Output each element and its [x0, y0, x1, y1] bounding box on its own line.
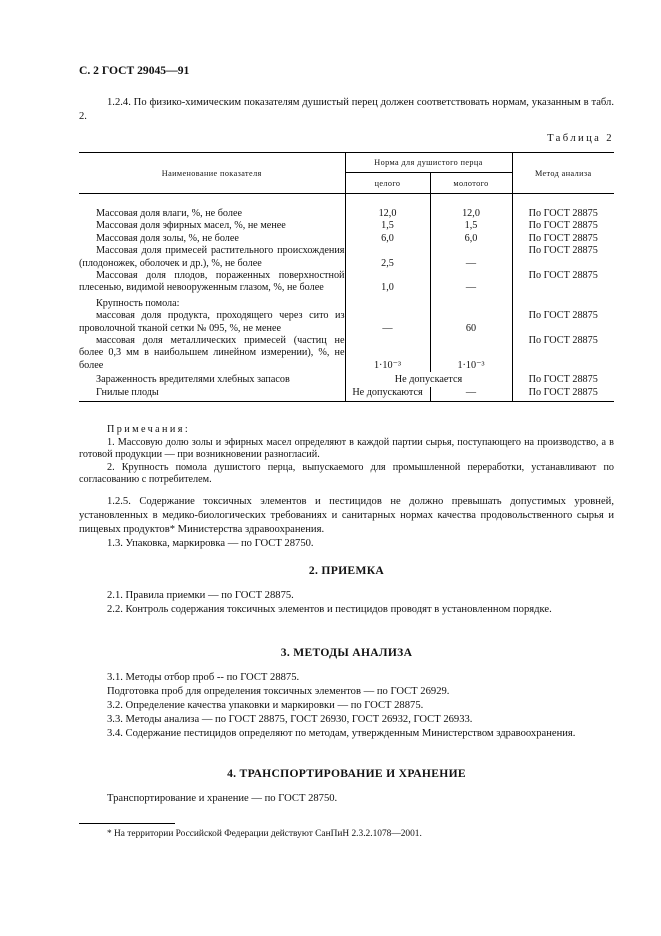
table-notes [79, 424, 614, 487]
table-row: массовая доля продукта, проходящего через сито из проволочной тканой сетки № 095, %, не менее — 60 По ГОСТ 28875 [79, 310, 614, 335]
table-row: массовая доля металлических примесей (частиц не более 0,3 мм в наибольшем линейном измерении), %, не более 1·10⁻³ 1·10⁻³ По ГОСТ 28875 [79, 335, 614, 372]
col-header-norm: Норма для душистого перца [345, 153, 512, 173]
section-3: 3. МЕТОДЫ АНАЛИЗА 3.1. Методы отбор проб -- по ГОСТ 28875. Подготовка проб для определения токсичных элементов — по ГОСТ 26929. 3.2. Определение качества упаковки и маркировки — по ГОСТ 28875. 3.3. Методы анализа — по ГОСТ 28875, ГОСТ 26930, ГОСТ 26932, ГОСТ 26933. 3.4. Содержание пестицидов определяют по методам, утвержденным Министерством здравоохранения. [79, 646, 614, 741]
table-row: Гнилые плоды Не допускаются — По ГОСТ 28875 [79, 387, 614, 402]
note-1: 1. Массовую долю золы и эфирных масел определяют в каждой партии сырья, поступающего на производство, а в готовой продукции — при возникновении разногласий. [79, 436, 614, 461]
footnote-rule [79, 823, 175, 824]
section-4-title: 4. ТРАНСПОРТИРОВАНИЕ И ХРАНЕНИЕ [227, 767, 466, 780]
table-row: Массовая доля влаги, %, не более 12,0 12,0 По ГОСТ 28875 [79, 208, 614, 220]
section-2: 2. ПРИЕМКА 2.1. Правила приемки — по ГОСТ 28875. 2.2. Контроль содержания токсичных элементов и пестицидов проводят в установленном порядке. [79, 564, 614, 617]
section-2-title: 2. ПРИЕМКА [308, 564, 385, 577]
clause-1-3: 1.3. Упаковка, маркировка — по ГОСТ 28750. [107, 538, 314, 549]
spec-table [79, 152, 614, 402]
col-header-ground: молотого [430, 173, 512, 194]
notes-title: Примечания: [107, 424, 191, 435]
col-header-name: Наименование показателя [79, 153, 345, 194]
table-row: Массовая доля золы, %, не более 6,0 6,0 По ГОСТ 28875 [79, 233, 614, 245]
clause-1-2-5: 1.2.5. Содержание токсичных элементов и пестицидов не должно превышать допустимых уровней, установленных в медико-биологических требованиях и санитарных нормах качества продовольственного сырья и пищевых продуктов* Министерства здравоохранения. 1.3. Упаковка, маркировка — по ГОСТ 28750. [79, 496, 614, 549]
col-header-method: Метод анализа [512, 153, 614, 194]
footnote: * На территории Российской Федерации действуют СанПиН 2.3.2.1078—2001. [107, 829, 422, 839]
table-row: Массовая доля эфирных масел, %, не менее 1,5 1,5 По ГОСТ 28875 [79, 220, 614, 232]
note-2: 2. Крупность помола душистого перца, выпускаемого для промышленной переработки, устанавливают по согласованию с потребителем. [79, 461, 614, 486]
table-label: Таблица 2 [547, 133, 614, 144]
section-3-title: 3. МЕТОДЫ АНАЛИЗА [280, 646, 413, 659]
table-row: Зараженность вредителями хлебных запасов Не допускается По ГОСТ 28875 [79, 372, 614, 386]
table-row: Массовая доля примесей растительного происхождения (плодоножек, оболочек и др.), %, не более 2,5 — По ГОСТ 28875 [79, 245, 614, 270]
paragraph-1-2-4: 1.2.4. По физико-химическим показателям душистый перец должен соответствовать нормам, указанным в табл. 2. [79, 97, 614, 122]
col-header-whole: целого [345, 173, 430, 194]
section-4: 4. ТРАНСПОРТИРОВАНИЕ И ХРАНЕНИЕ Транспортирование и хранение — по ГОСТ 28750. [79, 767, 614, 806]
table-row: Крупность помола: [79, 295, 614, 310]
intro-paragraph [79, 96, 614, 124]
table-row: Массовая доля плодов, пораженных поверхностной плесенью, видимой невооруженным глазом, %, не более 1,0 — По ГОСТ 28875 [79, 270, 614, 295]
page-header: С. 2 ГОСТ 29045—91 [79, 64, 190, 77]
